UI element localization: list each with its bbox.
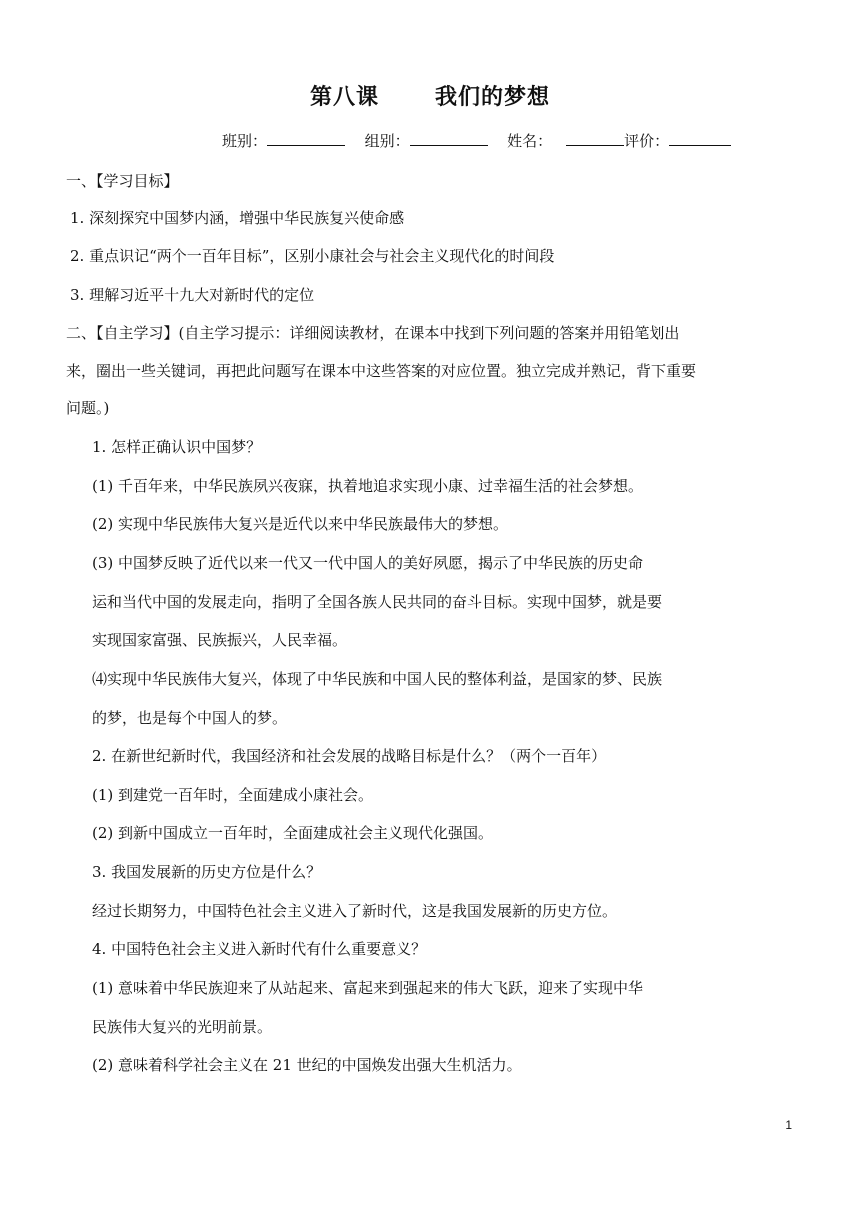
answer-line: (2) 实现中华民族伟大复兴是近代以来中华民族最伟大的梦想。 bbox=[92, 515, 509, 533]
answer-line: 民族伟大复兴的光明前景。 bbox=[92, 1018, 273, 1036]
answer-line: 经过长期努力，中国特色社会主义进入了新时代，这是我国发展新的历史方位。 bbox=[92, 902, 618, 920]
answer-line: ⑷实现中华民族伟大复兴，体现了中华民族和中国人民的整体利益，是国家的梦、民族 bbox=[92, 670, 663, 688]
answer-line: 运和当代中国的发展走向，指明了全国各族人民共同的奋斗目标。实现中国梦，就是要 bbox=[92, 593, 663, 611]
answer-line: (1) 意味着中华民族迎来了从站起来、富起来到强起来的伟大飞跃，迎来了实现中华 bbox=[92, 979, 644, 997]
answer-line: (1) 到建党一百年时，全面建成小康社会。 bbox=[92, 786, 374, 804]
eval-label: 评价： bbox=[624, 132, 670, 150]
group-label: 组别： bbox=[364, 132, 410, 150]
goal-item: 1. 深刻探究中国梦内涵，增强中华民族复兴使命感 bbox=[70, 209, 405, 227]
student-info-row bbox=[222, 130, 731, 151]
question-heading: 4. 中国特色社会主义进入新时代有什么重要意义？ bbox=[92, 940, 427, 958]
instruction-line: 问题。) bbox=[66, 399, 110, 417]
name-label: 姓名： bbox=[507, 132, 553, 150]
goal-item: 2. 重点识记“两个一百年目标”，区别小康社会与社会主义现代化的时间段 bbox=[70, 247, 555, 265]
lesson-name: 我们的梦想 bbox=[435, 85, 551, 110]
question-heading: 3. 我国发展新的历史方位是什么？ bbox=[92, 863, 322, 881]
answer-line: (3) 中国梦反映了近代以来一代又一代中国人的美好夙愿，揭示了中华民族的历史命 bbox=[92, 554, 644, 572]
lesson-number: 第八课 bbox=[309, 85, 379, 110]
section-heading-goals: 一、【学习目标】 bbox=[66, 172, 179, 190]
answer-line: (2) 到新中国成立一百年时，全面建成社会主义现代化强国。 bbox=[92, 824, 494, 842]
class-label: 班别： bbox=[222, 132, 268, 150]
lesson-title bbox=[0, 80, 860, 111]
answer-line: (1) 千百年来，中华民族夙兴夜寐，执着地追求实现小康、过幸福生活的社会梦想。 bbox=[92, 477, 644, 495]
answer-line: (2) 意味着科学社会主义在 21 世纪的中国焕发出强大生机活力。 bbox=[92, 1056, 522, 1074]
page-number: 1 bbox=[785, 1118, 792, 1132]
section-heading-self-study: 二、【自主学习】(自主学习提示：详细阅读教材，在课本中找到下列问题的答案并用铅笔划出 bbox=[66, 324, 680, 342]
answer-line: 实现国家富强、民族振兴，人民幸福。 bbox=[92, 631, 348, 649]
name-blank[interactable] bbox=[566, 131, 624, 146]
question-heading: 2. 在新世纪新时代，我国经济和社会发展的战略目标是什么？（两个一百年） bbox=[92, 747, 607, 765]
instruction-line: 来，圈出一些关键词，再把此问题写在课本中这些答案的对应位置。独立完成并熟记，背下重要 bbox=[66, 362, 697, 380]
group-blank[interactable] bbox=[410, 131, 488, 146]
goal-item: 3. 理解习近平十九大对新时代的定位 bbox=[70, 286, 315, 304]
class-blank[interactable] bbox=[267, 131, 345, 146]
eval-blank[interactable] bbox=[669, 131, 731, 146]
question-heading: 1. 怎样正确认识中国梦？ bbox=[92, 438, 262, 456]
answer-line: 的梦，也是每个中国人的梦。 bbox=[92, 709, 288, 727]
